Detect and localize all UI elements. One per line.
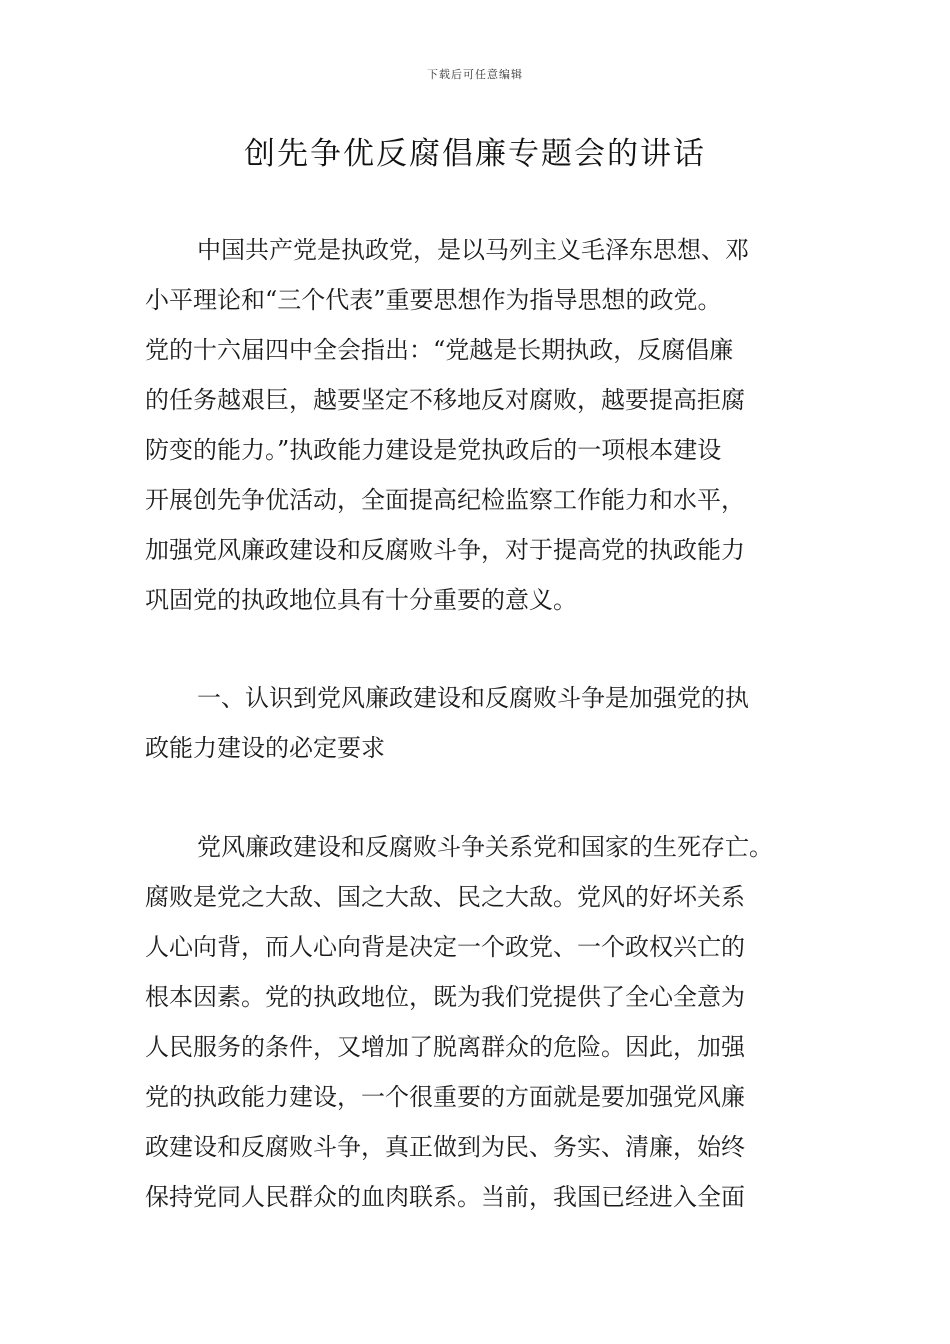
paragraph-line: 人心向背，而人心向背是决定一个政党、一个政权兴亡的 <box>145 933 745 961</box>
paragraph-line: 开展创先争优活动，全面提高纪检监察工作能力和水平， <box>145 486 745 514</box>
paragraph-body <box>145 822 810 1222</box>
paragraph-line: 小平理论和“三个代表”重要思想作为指导思想的政党。 <box>145 286 722 314</box>
paragraph-line: 人民服务的条件，又增加了脱离群众的危险。因此，加强 <box>145 1033 745 1061</box>
paragraph-intro <box>145 225 810 625</box>
paragraph-line: 加强党风廉政建设和反腐败斗争，对于提高党的执政能力 <box>145 536 745 564</box>
paragraph-line: 党的执政能力建设，一个很重要的方面就是要加强党风廉 <box>145 1083 745 1111</box>
heading-line: 政能力建设的必定要求 <box>145 734 385 762</box>
paragraph-line: 党风廉政建设和反腐败斗争关系党和国家的生死存亡。 <box>197 833 773 861</box>
paragraph-line: 保持党同人民群众的血肉联系。当前，我国已经进入全面 <box>145 1183 745 1211</box>
section-heading-1 <box>145 673 810 773</box>
paragraph-line: 中国共产党是执政党，是以马列主义毛泽东思想、邓 <box>197 236 749 264</box>
heading-line: 一、认识到党风廉政建设和反腐败斗争是加强党的执 <box>197 684 749 712</box>
paragraph-line: 根本因素。党的执政地位，既为我们党提供了全心全意为 <box>145 983 745 1011</box>
document-title: 创先争优反腐倡廉专题会的讲话 <box>244 136 706 172</box>
paragraph-line: 党的十六届四中全会指出：“党越是长期执政，反腐倡廉 <box>145 336 734 364</box>
paragraph-line: 的任务越艰巨，越要坚定不移地反对腐败，越要提高拒腐 <box>145 386 745 414</box>
paragraph-line: 巩固党的执政地位具有十分重要的意义。 <box>145 586 577 614</box>
paragraph-line: 政建设和反腐败斗争，真正做到为民、务实、清廉，始终 <box>145 1133 745 1161</box>
paragraph-line: 腐败是党之大敌、国之大敌、民之大敌。党风的好坏关系 <box>145 883 745 911</box>
paragraph-line: 防变的能力。”执政能力建设是党执政后的一项根本建设 <box>145 436 722 464</box>
header-note: 下载后可任意编辑 <box>427 68 523 81</box>
